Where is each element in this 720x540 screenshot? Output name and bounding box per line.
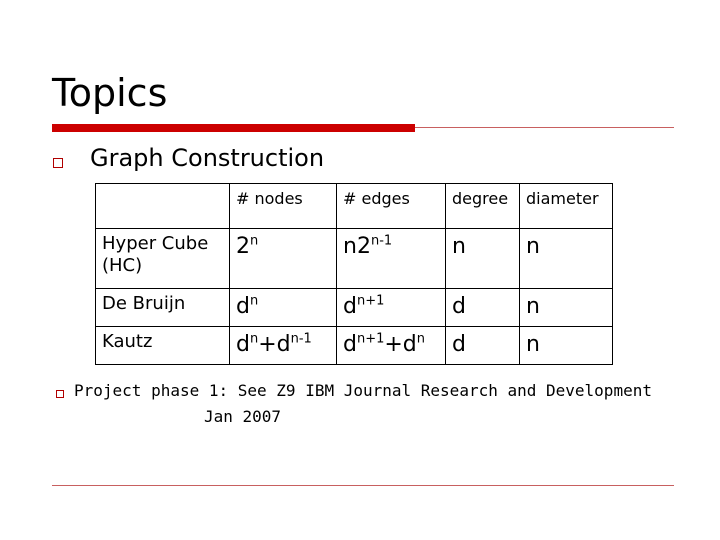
table-header-cell: # edges xyxy=(337,184,446,229)
formula-term: d xyxy=(343,332,357,357)
edges-cell xyxy=(337,289,446,327)
bullet-text-line: Jan 2007 xyxy=(204,407,282,426)
title-divider-accent xyxy=(52,124,415,132)
table-row xyxy=(96,327,613,365)
row-label-line: (HC) xyxy=(102,255,143,276)
formula-exponent: n+1 xyxy=(356,331,385,347)
diameter-cell: n xyxy=(520,229,613,289)
graph-comparison-table xyxy=(95,183,613,365)
formula-base: 2 xyxy=(236,234,250,259)
formula-exponent: n xyxy=(250,233,259,249)
table-header-cell: diameter xyxy=(520,184,613,229)
table-header-row xyxy=(96,184,613,229)
title-divider-line xyxy=(415,127,674,128)
edges-cell xyxy=(337,229,446,289)
degree-cell: n xyxy=(446,229,520,289)
formula-exponent: n xyxy=(416,331,426,347)
row-label-line: Hyper Cube xyxy=(102,233,209,254)
diameter-cell: n xyxy=(520,289,613,327)
hollow-square-bullet-icon xyxy=(53,158,63,168)
bullet-project-phase xyxy=(74,378,694,430)
bottom-divider xyxy=(52,485,674,486)
formula-term: +d xyxy=(384,332,417,357)
formula-term: d xyxy=(236,332,250,357)
nodes-cell xyxy=(230,327,337,365)
formula-exponent: n xyxy=(249,293,259,309)
formula-exponent: n-1 xyxy=(290,331,312,347)
row-label-cell: Kautz xyxy=(96,327,230,365)
table-header-cell: degree xyxy=(446,184,520,229)
row-label-cell: De Bruijn xyxy=(96,289,230,327)
table-row xyxy=(96,229,613,289)
formula-base: n2 xyxy=(343,234,371,259)
formula-base: d xyxy=(343,294,357,319)
formula-term: +d xyxy=(258,332,291,357)
degree-cell: d xyxy=(446,289,520,327)
formula-exponent: n xyxy=(249,331,259,347)
hollow-square-bullet-icon xyxy=(56,390,64,398)
table-header-cell: # nodes xyxy=(230,184,337,229)
nodes-cell xyxy=(230,289,337,327)
table-row xyxy=(96,289,613,327)
edges-cell xyxy=(337,327,446,365)
table-header-cell xyxy=(96,184,230,229)
bullet-graph-construction: Graph Construction xyxy=(90,144,325,172)
bullet-text-line: Project phase 1: See Z9 IBM Journal Research and Development xyxy=(74,381,652,400)
formula-exponent: n+1 xyxy=(356,293,385,309)
formula-base: d xyxy=(236,294,250,319)
diameter-cell: n xyxy=(520,327,613,365)
title-divider xyxy=(52,124,674,134)
nodes-cell xyxy=(230,229,337,289)
slide-title: Topics xyxy=(52,71,168,115)
degree-cell: d xyxy=(446,327,520,365)
formula-exponent: n-1 xyxy=(370,233,393,249)
row-label-cell xyxy=(96,229,230,289)
